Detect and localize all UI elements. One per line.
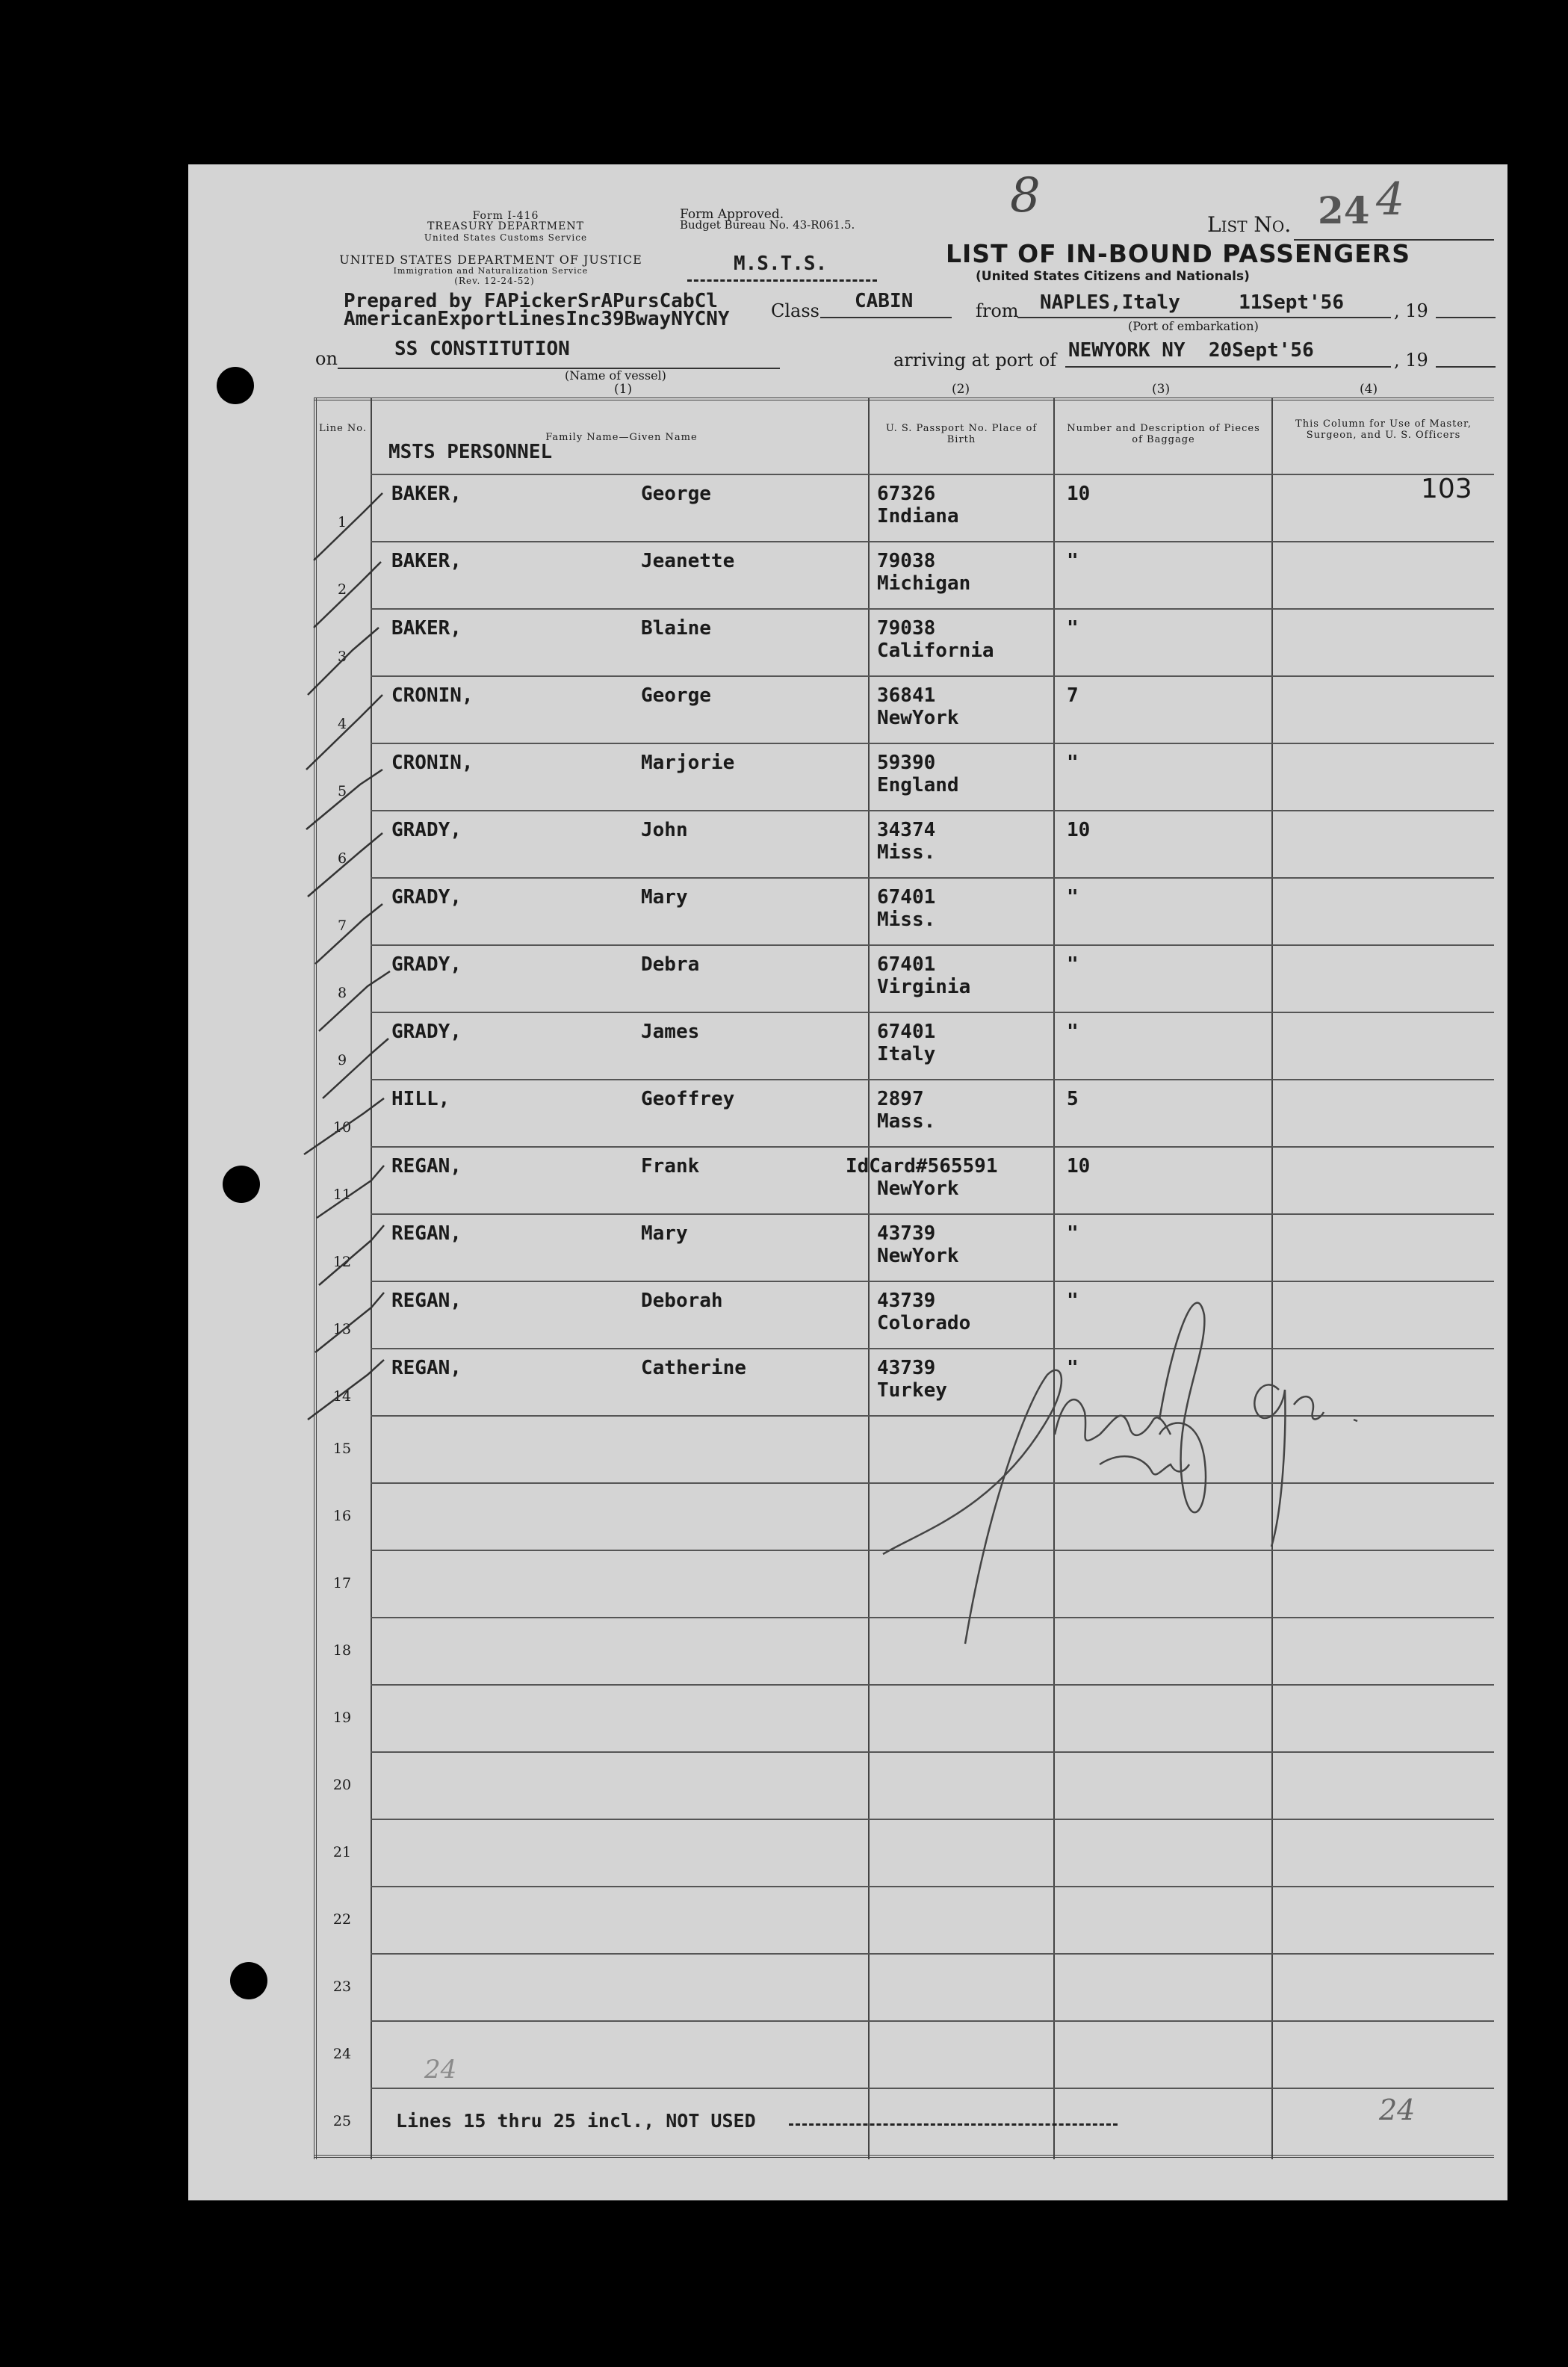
class-value: CABIN xyxy=(855,290,914,312)
from-value: NAPLES,Italy 11Sept'56 xyxy=(1040,291,1344,314)
table-row xyxy=(188,1953,1494,2020)
place-of-birth: Italy xyxy=(877,1043,936,1065)
line-number: 21 xyxy=(332,1844,352,1860)
line-number: 11 xyxy=(332,1186,352,1203)
family-name: GRADY, xyxy=(391,953,462,976)
header-passport: U. S. Passport No. Place of Birth xyxy=(885,423,1038,445)
arrival-rule xyxy=(1065,366,1391,368)
msts-underline xyxy=(687,279,877,282)
column-number-3: (3) xyxy=(1152,382,1171,397)
family-name: BAKER, xyxy=(391,483,462,505)
table-row xyxy=(188,2020,1494,2088)
place-of-birth: Indiana xyxy=(877,505,959,527)
passport-number: 43739 xyxy=(877,1290,936,1312)
baggage-count: " xyxy=(1067,550,1079,572)
line-number: 15 xyxy=(332,1441,352,1457)
family-name: CRONIN, xyxy=(391,684,474,707)
column-number-2: (2) xyxy=(952,382,970,397)
passport-number: 36841 xyxy=(877,684,936,707)
passport-number: 34374 xyxy=(877,819,936,841)
from-rule xyxy=(1017,317,1391,318)
given-name: Marjorie xyxy=(641,752,735,774)
given-name: Mary xyxy=(641,886,688,909)
given-name: Jeanette xyxy=(641,550,735,572)
not-used-dashes xyxy=(789,2123,1118,2126)
check-mark-2 xyxy=(314,562,381,628)
check-mark-5 xyxy=(306,770,382,829)
table-row xyxy=(188,1886,1494,1953)
given-name: Mary xyxy=(641,1222,688,1245)
family-name: BAKER, xyxy=(391,550,462,572)
list-no-value: 24 xyxy=(1318,188,1370,232)
check-mark-11 xyxy=(317,1166,384,1218)
binder-hole-bottom xyxy=(230,1962,267,1999)
check-mark-14 xyxy=(308,1360,384,1420)
baggage-count: " xyxy=(1067,752,1079,774)
place-of-birth: NewYork xyxy=(877,1178,959,1200)
handwritten-24-right: 24 xyxy=(1379,2094,1416,2126)
from-label: from xyxy=(976,300,1019,321)
passport-number: 79038 xyxy=(877,617,936,640)
header-line-no: Line No. xyxy=(318,423,368,434)
line-number: 20 xyxy=(332,1777,352,1793)
baggage-count: 10 xyxy=(1067,1155,1091,1178)
table-row xyxy=(188,2088,1494,2155)
check-mark-3 xyxy=(308,628,379,695)
baggage-count: 5 xyxy=(1067,1088,1079,1110)
baggage-count: " xyxy=(1067,617,1079,640)
family-name: GRADY, xyxy=(391,1021,462,1043)
given-name: James xyxy=(641,1021,700,1043)
line-number: 22 xyxy=(332,1911,352,1928)
place-of-birth: Miss. xyxy=(877,909,936,931)
check-marks xyxy=(300,471,405,1621)
baggage-count: 10 xyxy=(1067,819,1091,841)
column-number-1: (1) xyxy=(614,382,633,397)
check-mark-9 xyxy=(323,1039,388,1098)
line-number: 10 xyxy=(332,1119,352,1136)
line-number: 19 xyxy=(332,1710,352,1726)
place-of-birth: NewYork xyxy=(877,707,959,729)
place-of-birth: California xyxy=(877,640,994,662)
check-mark-7 xyxy=(315,904,382,964)
form-approved: Form Approved. xyxy=(680,207,784,222)
vessel-name: SS CONSTITUTION xyxy=(394,338,570,360)
baggage-count: " xyxy=(1067,953,1079,976)
passport-number: 67401 xyxy=(877,1021,936,1043)
revision-date: (Rev. 12-24-52) xyxy=(454,276,535,286)
place-of-birth: Miss. xyxy=(877,841,936,864)
passport-number: 2897 xyxy=(877,1088,924,1110)
budget-bureau: Budget Bureau No. 43-R061.5. xyxy=(680,218,855,232)
passport-number: 67401 xyxy=(877,953,936,976)
table-top-rule xyxy=(314,397,1494,400)
baggage-count: 10 xyxy=(1067,483,1091,505)
header-name: Family Name—Given Name xyxy=(545,432,698,443)
given-name: George xyxy=(641,483,711,505)
year-label-1: , 19 xyxy=(1394,300,1428,321)
check-mark-6 xyxy=(308,833,382,897)
list-no-label: List No. xyxy=(1207,212,1292,237)
line-number: 3 xyxy=(337,649,347,665)
handwritten-4: 4 xyxy=(1376,173,1405,226)
page-subtitle: (United States Citizens and Nationals) xyxy=(976,269,1250,284)
page-title: LIST OF IN-BOUND PASSENGERS xyxy=(946,239,1410,268)
passport-number: 67401 xyxy=(877,886,936,909)
place-of-birth: Mass. xyxy=(877,1110,936,1133)
line-number: 5 xyxy=(337,783,347,799)
given-name: John xyxy=(641,819,688,841)
inspector-signature xyxy=(876,1285,1443,1808)
immigration-service: Immigration and Naturalization Service xyxy=(393,266,589,276)
check-mark-4 xyxy=(306,695,382,770)
passport-number: IdCard#565591 xyxy=(846,1155,998,1178)
family-name: BAKER, xyxy=(391,617,462,640)
line-number: 1 xyxy=(337,514,347,530)
arriving-label: arriving at port of xyxy=(893,350,1057,371)
given-name: Catherine xyxy=(641,1357,746,1379)
line-number: 13 xyxy=(332,1321,352,1337)
baggage-count: " xyxy=(1067,1357,1079,1379)
family-name: GRADY, xyxy=(391,819,462,841)
line-number: 12 xyxy=(332,1254,352,1270)
form-number: Form I-416 xyxy=(472,210,539,222)
handwritten-8: 8 xyxy=(1010,168,1041,223)
faint-24-left: 24 xyxy=(424,2055,457,2085)
table-row xyxy=(188,1819,1494,1886)
place-of-birth: Colorado xyxy=(877,1312,971,1334)
family-name: GRADY, xyxy=(391,886,462,909)
line-number: 25 xyxy=(332,2113,352,2129)
place-of-birth: England xyxy=(877,774,959,796)
family-name: CRONIN, xyxy=(391,752,474,774)
header-officers: This Column for Use of Master, Surgeon, and U. S. Officers xyxy=(1295,418,1472,441)
prepared-by: Prepared by FAPickerSrAPursCabCl xyxy=(344,290,718,312)
baggage-count: " xyxy=(1067,1222,1079,1245)
family-name: REGAN, xyxy=(391,1222,462,1245)
group-label: MSTS PERSONNEL xyxy=(388,441,553,463)
binder-hole-middle xyxy=(223,1166,260,1203)
baggage-count: 7 xyxy=(1067,684,1079,707)
row-rule xyxy=(314,2155,1494,2158)
place-of-birth: NewYork xyxy=(877,1245,959,1267)
customs-service: United States Customs Service xyxy=(424,232,588,243)
check-mark-13 xyxy=(315,1293,384,1352)
place-of-birth: Michigan xyxy=(877,572,971,595)
given-name: Frank xyxy=(641,1155,700,1178)
passport-number: 59390 xyxy=(877,752,936,774)
year-label-2: , 19 xyxy=(1394,350,1428,371)
passport-number: 43739 xyxy=(877,1222,936,1245)
line-number: 7 xyxy=(337,918,347,934)
on-label: on xyxy=(315,348,338,369)
msts-label: M.S.T.S. xyxy=(734,253,828,275)
baggage-count: " xyxy=(1067,886,1079,909)
class-rule xyxy=(820,317,952,318)
year-rule-2 xyxy=(1436,366,1496,368)
port-embarkation-caption: (Port of embarkation) xyxy=(1128,319,1259,333)
passport-number: 67326 xyxy=(877,483,936,505)
baggage-count: " xyxy=(1067,1021,1079,1043)
line-number: 24 xyxy=(332,2046,352,2062)
column-number-4: (4) xyxy=(1360,382,1378,397)
place-of-birth: Virginia xyxy=(877,976,971,998)
family-name: REGAN, xyxy=(391,1357,462,1379)
given-name: Deborah xyxy=(641,1290,723,1312)
baggage-count: " xyxy=(1067,1290,1079,1312)
year-rule-1 xyxy=(1436,317,1496,318)
prepared-by-address: AmericanExportLinesInc39BwayNYCNY xyxy=(344,308,730,330)
given-name: Debra xyxy=(641,953,700,976)
document-page xyxy=(188,164,1507,2200)
line-number: 8 xyxy=(337,985,347,1001)
passport-number: 79038 xyxy=(877,550,936,572)
check-mark-1 xyxy=(314,493,382,560)
line-number: 18 xyxy=(332,1642,352,1659)
place-of-birth: Turkey xyxy=(877,1379,947,1402)
line-number: 9 xyxy=(337,1052,347,1068)
family-name: HILL, xyxy=(391,1088,450,1110)
check-mark-10 xyxy=(304,1098,384,1154)
line-number: 14 xyxy=(332,1388,352,1405)
check-mark-12 xyxy=(319,1225,384,1285)
header-baggage: Number and Description of Pieces of Baggage xyxy=(1067,423,1260,445)
passport-number: 43739 xyxy=(877,1357,936,1379)
justice-department: UNITED STATES DEPARTMENT OF JUSTICE xyxy=(339,253,642,267)
given-name: George xyxy=(641,684,711,707)
arrival-value: NEWYORK NY 20Sept'56 xyxy=(1068,339,1314,362)
given-name: Blaine xyxy=(641,617,711,640)
officer-mark: 103 xyxy=(1421,474,1472,504)
line-number: 2 xyxy=(337,581,347,598)
line-number: 16 xyxy=(332,1508,352,1524)
line-number: 4 xyxy=(337,716,347,732)
treasury-department: TREASURY DEPARTMENT xyxy=(427,220,584,232)
line-number: 17 xyxy=(332,1575,352,1591)
family-name: REGAN, xyxy=(391,1290,462,1312)
line-number: 6 xyxy=(337,850,347,867)
family-name: REGAN, xyxy=(391,1155,462,1178)
given-name: Geoffrey xyxy=(641,1088,735,1110)
not-used-note: Lines 15 thru 25 incl., NOT USED xyxy=(396,2110,756,2132)
check-mark-8 xyxy=(319,971,390,1031)
binder-hole-top xyxy=(217,367,254,404)
class-label: Class xyxy=(771,300,819,321)
vessel-caption: (Name of vessel) xyxy=(565,368,666,383)
vessel-rule xyxy=(338,368,780,369)
line-number: 23 xyxy=(332,1978,352,1995)
